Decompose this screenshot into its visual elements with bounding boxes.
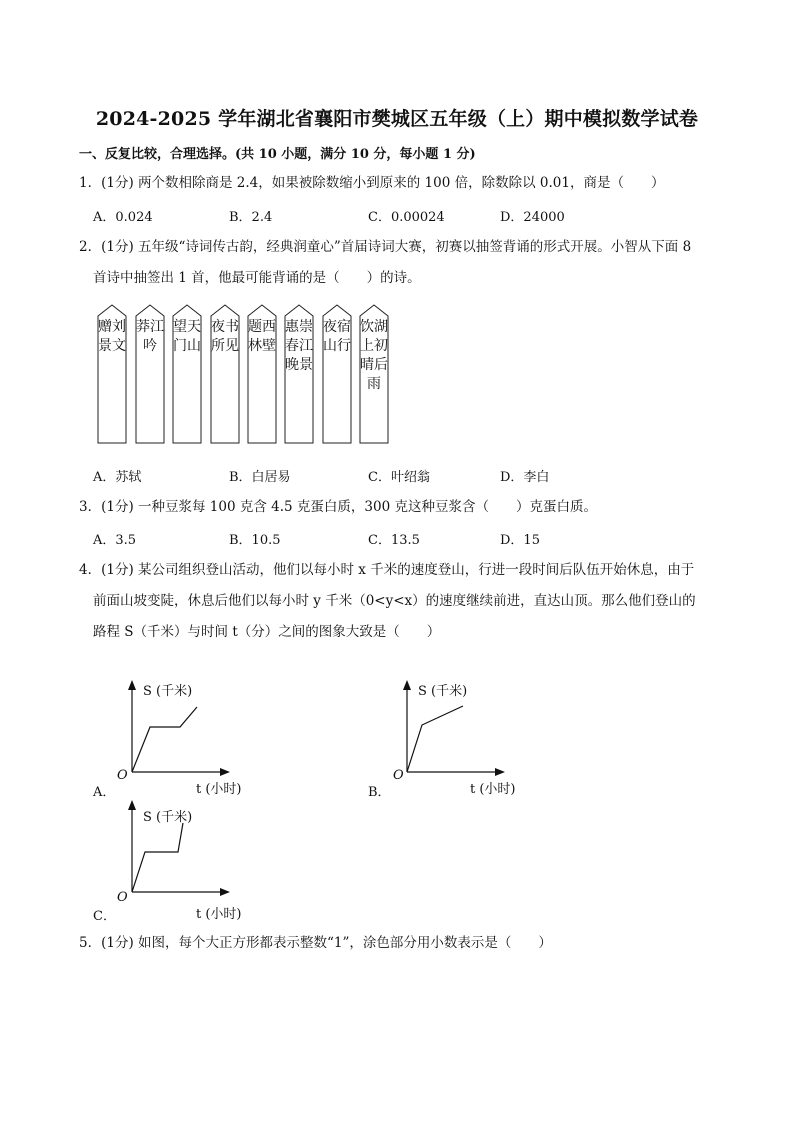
poem-card-title: 题西林壁 <box>248 319 276 354</box>
page-title: 2024-2025 学年湖北省襄阳市樊城区五年级（上）期中模拟数学试卷 <box>95 108 699 130</box>
graph-a-origin: O <box>117 768 128 783</box>
poem-card <box>97 304 127 443</box>
q4-option-c: C． <box>93 909 116 924</box>
question-3-text: 3．(1分) 一种豆浆每 100 克含 4.5 克蛋白质，300 克这种豆浆含（ ）克蛋白质。 <box>79 499 597 515</box>
q4-option-b: B． <box>368 785 391 800</box>
question-1-text: 1．(1分) 两个数相除商是 2.4，如果被除数缩小到原来的 100 倍，除数除以 0.01，商是（ ） <box>79 175 665 191</box>
poem-card-title: 赠刘景文 <box>98 319 126 354</box>
graph-c-x-label: t (小时) <box>196 907 242 922</box>
question-4-line1: 4．(1分) 某公司组织登山活动，他们以每小时 x 千米的速度登山，行进一段时间后队伍开始休息，由于 <box>79 562 695 578</box>
poem-card-title: 惠崇春江晚景 <box>285 319 313 373</box>
poem-card-title: 望天门山 <box>173 319 201 354</box>
q3-option-b: B．10.5 <box>229 533 281 548</box>
poem-card <box>172 304 202 443</box>
poem-card <box>322 304 352 443</box>
poem-card <box>359 304 389 443</box>
graph-c-y-label: S (千米) <box>143 810 193 825</box>
poem-card-title: 夜书所见 <box>211 319 239 354</box>
graph-b-y-label: S (千米) <box>418 684 468 699</box>
question-2-line2: 首诗中抽签出 1 首，他最可能背诵的是（ ）的诗。 <box>93 270 421 286</box>
q3-option-a: A．3.5 <box>93 533 137 548</box>
q3-option-c: C．13.5 <box>368 533 420 548</box>
graph-b-origin: O <box>393 768 404 783</box>
question-4-line3: 路程 S（千米）与时间 t（分）之间的图象大致是（ ） <box>93 624 441 640</box>
q1-option-d: D．24000 <box>500 210 565 225</box>
q3-option-d: D．15 <box>500 533 540 548</box>
question-5-text: 5．(1分) 如图，每个大正方形都表示整数“1”，涂色部分用小数表示是（ ） <box>79 935 552 951</box>
poem-card <box>135 304 165 443</box>
q1-option-b: B．2.4 <box>229 210 273 225</box>
section-heading: 一、反复比较，合理选择。(共 10 小题，满分 10 分，每小题 1 分) <box>79 147 476 162</box>
graph-c-origin: O <box>117 890 128 905</box>
graph-b-x-label: t (小时) <box>470 782 516 797</box>
question-4-line2: 前面山坡变陡，休息后他们以每小时 y 千米（0<y<x）的速度继续前进，直达山顶。那么他们登山的 <box>93 593 696 609</box>
q1-option-a: A．0.024 <box>93 210 153 225</box>
poem-card <box>247 304 277 443</box>
poem-card <box>284 304 314 443</box>
q2-option-c: C．叶绍翁 <box>368 470 430 485</box>
q4-option-a: A． <box>93 785 116 800</box>
poem-card <box>210 304 240 443</box>
q2-option-a: A．苏轼 <box>93 470 142 485</box>
graph-a-y-label: S (千米) <box>143 684 193 699</box>
poem-card-title: 莽江吟 <box>136 319 164 354</box>
graph-a-x-label: t (小时) <box>196 782 242 797</box>
poem-card-title: 饮湖上初晴后雨 <box>360 319 388 392</box>
q2-option-b: B．白居易 <box>229 470 291 485</box>
q1-option-c: C．0.00024 <box>368 210 445 225</box>
question-2-line1: 2．(1分) 五年级“诗词传古韵，经典润童心”首届诗词大赛，初赛以抽签背诵的形式开展。小智从下面 8 <box>79 239 692 255</box>
poem-card-title: 夜宿山行 <box>323 319 351 354</box>
q2-option-d: D．李白 <box>500 470 550 485</box>
